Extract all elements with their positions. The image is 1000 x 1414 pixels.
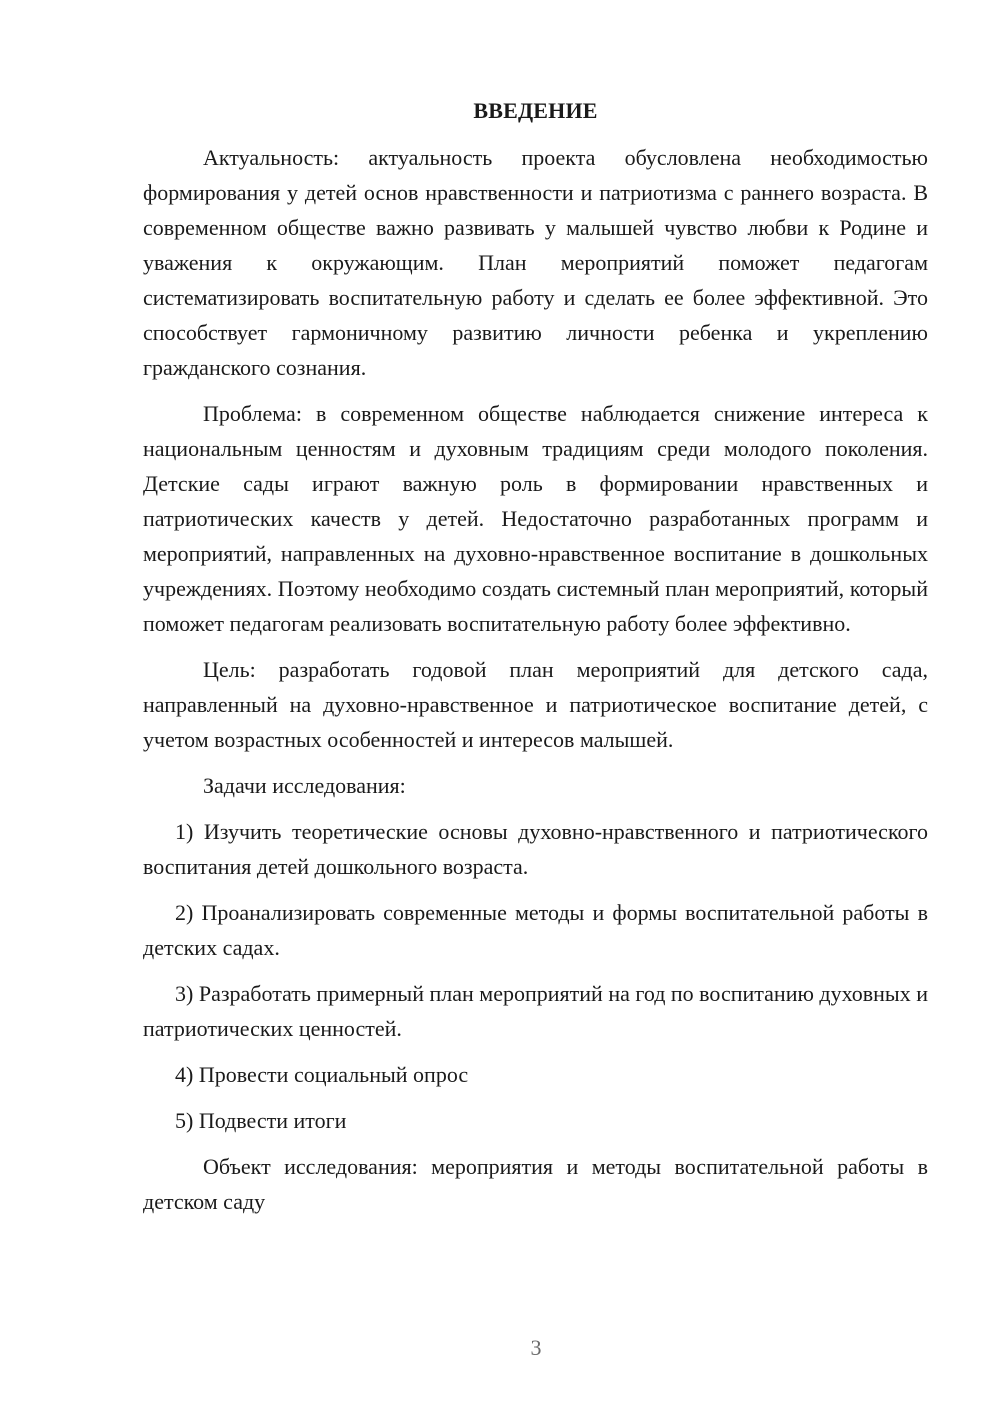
- relevance-paragraph: Актуальность: актуальность проекта обусловлена необходимостью формирования у детей основ нравственности и патриотизма с раннего возраста. В современном обществе важно развивать у малышей чувство любви к Родине и уважения к окружающим. План мероприятий поможет педагогам систематизировать воспитательную работу и сделать ее более эффективной. Это способствует гармоничному развитию личности ребенка и укреплению гражданского сознания.: [143, 145, 928, 380]
- task-item-1: 1) Изучить теоретические основы духовно-нравственного и патриотического воспитания детей дошкольного возраста.: [143, 819, 928, 879]
- page-content: [143, 93, 928, 1230]
- task-item-3: 3) Разработать примерный план мероприятий на год по воспитанию духовных и патриотических ценностей.: [143, 981, 928, 1041]
- object-paragraph: Объект исследования: мероприятия и методы воспитательной работы в детском саду: [143, 1154, 928, 1214]
- goal-paragraph: Цель: разработать годовой план мероприятий для детского сада, направленный на духовно-нравственное и патриотическое воспитание детей, с учетом возрастных особенностей и интересов малышей.: [143, 657, 928, 752]
- section-title: ВВЕДЕНИЕ: [473, 98, 598, 123]
- page-number: 3: [530, 1335, 542, 1360]
- task-item-2: 2) Проанализировать современные методы и формы воспитательной работы в детских садах.: [143, 900, 928, 960]
- task-item-5: 5) Подвести итоги: [175, 1108, 347, 1133]
- tasks-heading: Задачи исследования:: [203, 773, 406, 798]
- problem-paragraph: Проблема: в современном обществе наблюдается снижение интереса к национальным ценностям и духовным традициям среди молодого поколения. Детские сады играют важную роль в формировании нравственных и патриотических качеств у детей. Недостаточно разработанных программ и мероприятий, направленных на духовно-нравственное воспитание в дошкольных учреждениях. Поэтому необходимо создать системный план мероприятий, который поможет педагогам реализовать воспитательную работу более эффективно.: [143, 401, 928, 636]
- task-item-4: 4) Провести социальный опрос: [175, 1062, 469, 1087]
